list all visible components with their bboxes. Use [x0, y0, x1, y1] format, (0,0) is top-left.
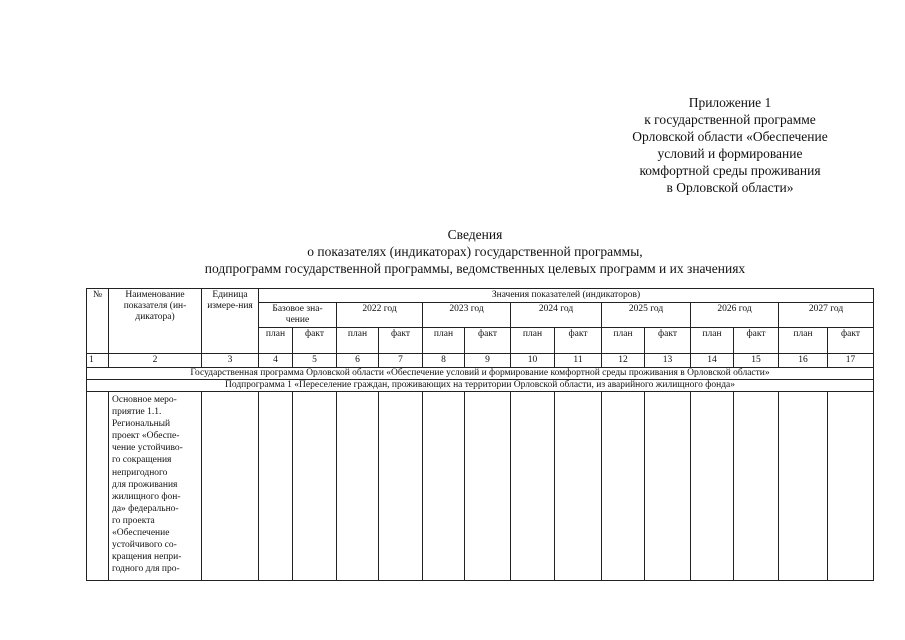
- indicator-name-line: жилищного фон-: [112, 491, 181, 502]
- row-num-cell: [87, 392, 109, 581]
- indicators-table-wrapper: [86, 288, 874, 581]
- column-number: 13: [645, 354, 691, 368]
- column-number: 7: [379, 354, 423, 368]
- title-heading: Сведения: [447, 227, 503, 242]
- column-number: 16: [779, 354, 828, 368]
- header-plan: план: [423, 328, 465, 354]
- indicator-name-line: го проекта: [112, 515, 155, 526]
- column-number: 5: [293, 354, 337, 368]
- value-cell: [734, 392, 779, 581]
- value-cell: [465, 392, 511, 581]
- appendix-line: в Орловской области»: [666, 180, 794, 195]
- document-title: [100, 226, 850, 277]
- indicator-name-line: устойчивого со-: [112, 540, 177, 551]
- indicator-name-line: «Обеспечение: [112, 528, 170, 539]
- header-plan: план: [259, 328, 293, 354]
- value-cell: [555, 392, 602, 581]
- value-cell: [602, 392, 645, 581]
- appendix-line: комфортной среды проживания: [639, 163, 821, 178]
- value-cell: [645, 392, 691, 581]
- column-number: 2: [109, 354, 202, 368]
- title-subline: о показателях (индикаторах) государственной программы,: [307, 244, 643, 259]
- header-fact: факт: [734, 328, 779, 354]
- column-number: 1: [87, 354, 109, 368]
- subprogram-row: Подпрограмма 1 «Переселение граждан, проживающих на территории Орловской области, из аварийного жилищного фонда»: [87, 380, 874, 392]
- header-fact: факт: [555, 328, 602, 354]
- column-number: 17: [828, 354, 874, 368]
- column-number: 3: [202, 354, 259, 368]
- value-cell: [293, 392, 337, 581]
- header-base-value: Базовое зна-чение: [259, 303, 337, 328]
- indicator-name-line: кращения непри-: [112, 552, 182, 563]
- indicator-name-line: годного для про-: [112, 564, 180, 575]
- indicator-name-line: Основное меро-: [112, 395, 177, 405]
- appendix-line: условий и формирование: [657, 146, 803, 161]
- header-fact: факт: [645, 328, 691, 354]
- indicator-name-line: Региональный: [112, 419, 171, 430]
- value-cell: [828, 392, 874, 581]
- column-number-row: [87, 354, 874, 368]
- header-plan: план: [691, 328, 734, 354]
- header-fact: факт: [828, 328, 874, 354]
- column-number: 6: [337, 354, 379, 368]
- header-year-2025: 2025 год: [602, 303, 691, 328]
- header-unit: Единица измере-ния: [202, 289, 259, 354]
- indicator-name-line: приятие 1.1.: [112, 407, 162, 418]
- indicator-name-line: для проживания: [112, 479, 178, 490]
- header-values-group: Значения показателей (индикаторов): [259, 289, 874, 303]
- header-year-2027: 2027 год: [779, 303, 874, 328]
- column-number: 12: [602, 354, 645, 368]
- header-plan: план: [337, 328, 379, 354]
- column-number: 9: [465, 354, 511, 368]
- value-cell: [779, 392, 828, 581]
- indicators-table: [86, 288, 874, 581]
- header-year-2026: 2026 год: [691, 303, 779, 328]
- header-fact: факт: [465, 328, 511, 354]
- header-year-2023: 2023 год: [423, 303, 511, 328]
- value-cell: [379, 392, 423, 581]
- indicator-name-line: непригодного: [112, 467, 168, 478]
- indicator-name-line: чение устойчиво-: [112, 443, 183, 454]
- header-year-2022: 2022 год: [337, 303, 423, 328]
- appendix-line: Орловской области «Обеспечение: [632, 129, 828, 144]
- column-number: 10: [511, 354, 555, 368]
- indicator-name-line: да» федерально-: [112, 503, 179, 514]
- value-cell: [337, 392, 379, 581]
- header-name: Наименование показателя (ин-дикатора): [109, 289, 202, 354]
- title-subline: подпрограмм государственной программы, ведомственных целевых программ и их значениях: [204, 261, 746, 276]
- column-number: 8: [423, 354, 465, 368]
- appendix-line: Приложение 1: [688, 95, 772, 110]
- column-number: 14: [691, 354, 734, 368]
- header-year-2024: 2024 год: [511, 303, 602, 328]
- indicator-name-cell: [109, 392, 202, 581]
- column-number: 15: [734, 354, 779, 368]
- header-fact: факт: [293, 328, 337, 354]
- header-plan: план: [511, 328, 555, 354]
- table-row: [87, 392, 874, 581]
- column-number: 11: [555, 354, 602, 368]
- appendix-line: к государственной программе: [644, 112, 816, 127]
- value-cell: [691, 392, 734, 581]
- header-plan: план: [602, 328, 645, 354]
- column-number: 4: [259, 354, 293, 368]
- header-plan: план: [779, 328, 828, 354]
- program-row: Государственная программа Орловской области «Обеспечение условий и формирование комфортной среды проживания в Орловской области»: [87, 368, 874, 380]
- value-cell: [423, 392, 465, 581]
- header-num: №: [87, 289, 109, 354]
- header-fact: факт: [379, 328, 423, 354]
- unit-cell: [202, 392, 259, 581]
- indicator-name-line: го сокращения: [112, 455, 172, 466]
- value-cell: [259, 392, 293, 581]
- indicator-name-line: проект «Обеспе-: [112, 431, 180, 442]
- appendix-block: [600, 94, 860, 196]
- value-cell: [511, 392, 555, 581]
